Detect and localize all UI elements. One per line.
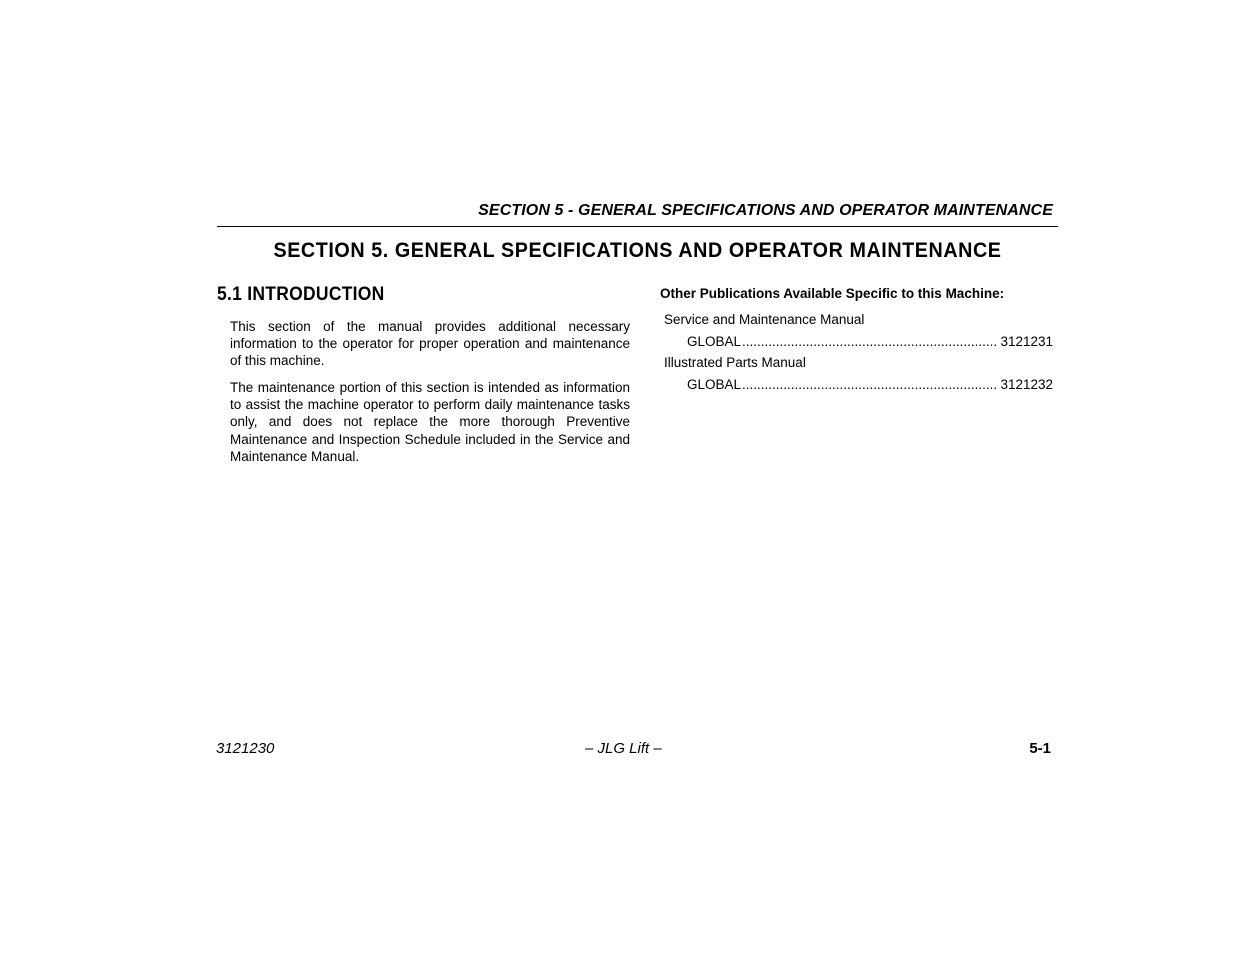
dot-leader	[742, 377, 998, 392]
intro-paragraph-2: The maintenance portion of this section is intended as information to assist the machine operator to perform daily maintenance tasks only, and does not replace the more thorough Preventive Maintenance and Inspection Schedule included in the Service and Maintenance Manual.	[230, 380, 630, 464]
publication-number: 3121232	[1000, 377, 1053, 392]
publications-heading: Other Publications Available Specific to this Machine:	[660, 286, 1005, 301]
running-header: SECTION 5 - GENERAL SPECIFICATIONS AND OPERATOR MAINTENANCE	[478, 202, 1053, 219]
publication-row	[687, 334, 1053, 349]
section-title: SECTION 5. GENERAL SPECIFICATIONS AND OPERATOR MAINTENANCE	[273, 239, 1002, 262]
subsection-heading-introduction: 5.1 INTRODUCTION	[217, 284, 385, 305]
footer-publisher: – JLG Lift –	[585, 740, 662, 757]
publication-edition: GLOBAL	[687, 334, 742, 349]
footer-doc-number: 3121230	[216, 740, 275, 757]
header-rule	[217, 226, 1058, 227]
publication-title: Service and Maintenance Manual	[664, 312, 865, 327]
footer-page-number: 5-1	[1029, 740, 1051, 757]
publication-edition: GLOBAL	[687, 377, 742, 392]
publication-row	[687, 377, 1053, 392]
publication-number: 3121231	[1000, 334, 1053, 349]
dot-leader	[742, 334, 998, 349]
publication-title: Illustrated Parts Manual	[664, 355, 806, 370]
intro-paragraph-1: This section of the manual provides additional necessary information to the operator for proper operation and maintenance of this machine.	[230, 319, 630, 369]
